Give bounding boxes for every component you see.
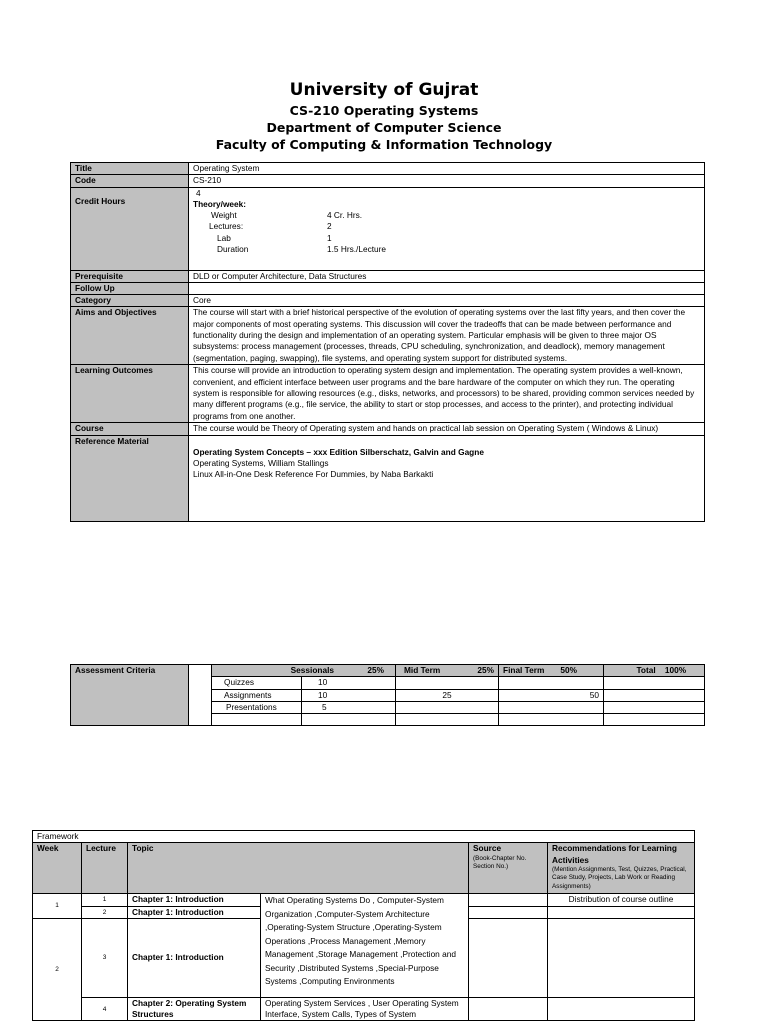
lectures-label: Lectures:: [209, 221, 244, 232]
learning-outcomes-value: This course will provide an introduction to operating system design and implementation. The operating system provides a well-known, convenient, and efficient interface between user programs and the bare hardware of the computer on which they run. The operating system is responsible for allowing resources (e.g., disks, networks, and processors) to be shared, providing common services needed by many different programs (e.g., file service, the ability to start or stop processes, and access to the printer), and protecting individual programs from one another.: [189, 365, 705, 423]
course-value: The course would be Theory of Operating system and hands on practical lab session on Operating System ( Windows & Linux): [189, 423, 705, 435]
assessment-row: Assignments 10 25 50: [71, 689, 705, 701]
assessment-table: [70, 664, 705, 726]
lab-label: Lab: [217, 232, 231, 243]
framework-row: 2 Chapter 1: Introduction: [33, 906, 695, 918]
topic-details: What Operating Systems Do , Computer-System Organization ,Computer-System Architecture ,Operating-System Structure ,Operating-System Operations ,Process Management ,Memory Management ,Storage Management ,Protection and Security ,Distributed Systems ,Special-Purpose Systems ,Computing Environments: [261, 894, 469, 998]
weight-label: Weight: [211, 210, 237, 221]
category-value: Core: [189, 295, 705, 307]
midterm-header: Mid Term 25%: [396, 665, 499, 677]
framework-title-row: [33, 831, 695, 843]
learning-outcomes-label: Learning Outcomes: [71, 365, 189, 423]
row-prerequisite: [71, 270, 705, 282]
source-header: Source (Book-Chapter No. Section No.): [469, 843, 548, 894]
recommendation-1: Distribution of course outline: [548, 894, 695, 906]
framework-title: Framework: [33, 831, 695, 843]
credit-hours-value: [189, 187, 705, 270]
department-title: Department of Computer Science: [266, 120, 502, 135]
duration-label: Duration: [217, 244, 249, 255]
topic-header: Topic: [128, 843, 469, 894]
framework-row: 4 Chapter 2: Operating System Structures Operating System Services , User Operating System Interface, System Calls, Types of System: [33, 997, 695, 1021]
assessment-header-row: [71, 665, 705, 677]
reference-3: Linux All-in-One Desk Reference For Dummies, by Naba Barkakti: [193, 469, 434, 480]
assessment-row: Quizzes 10: [71, 677, 705, 689]
faculty-title: Faculty of Computing & Information Technology: [215, 137, 553, 152]
follow-up-value: [189, 282, 705, 294]
sessionals-header: Sessionals 25%: [212, 665, 396, 677]
reference-value: [189, 435, 705, 521]
row-category: [71, 295, 705, 307]
category-label: Category: [71, 295, 189, 307]
title-label: Title: [71, 163, 189, 175]
finalterm-header: Final Term 50%: [499, 665, 604, 677]
reference-2: Operating Systems, William Stallings: [193, 458, 329, 469]
aims-value: The course will start with a brief historical perspective of the evolution of operating systems over the last fifty years, and then cover the major components of most operating systems. This discussion will cover the tradeoffs that can be made between performance and functionality during the design and implementation of an operating system. Particular emphasis will be given to three major OS subsystems: process management (processes, threads, CPU scheduling, synchronization, and deadlock), memory management (segmentation, paging, swapping), file systems, and operating system support for distributed systems.: [189, 307, 705, 365]
course-info-table: [70, 162, 705, 522]
framework-table: [32, 830, 695, 1021]
topic-details-2: Operating System Services , User Operating System Interface, System Calls, Types of System: [261, 997, 469, 1021]
row-follow-up: [71, 282, 705, 294]
row-aims: [71, 307, 705, 365]
theory-label: Theory/week:: [193, 198, 247, 209]
week-header: Week: [33, 843, 82, 894]
course-title: CS-210 Operating Systems: [289, 103, 479, 118]
lectures-value: 2: [327, 221, 332, 232]
credit-hours-label: Credit Hours: [71, 187, 189, 270]
weight-value: 4 Cr. Hrs.: [327, 210, 363, 221]
code-value: CS-210: [189, 175, 705, 187]
prerequisite-label: Prerequisite: [71, 270, 189, 282]
recommendations-header: Recommendations for Learning Activities (Mention Assignments, Test, Quizzes, Practical, Case Study, Projects, Lab Work or Reading Assignments): [548, 843, 695, 894]
total-header: Total 100%: [604, 665, 705, 677]
framework-header-row: [33, 843, 695, 894]
course-label: Course: [71, 423, 189, 435]
aims-label: Aims and Objectives: [71, 307, 189, 365]
assessment-label: Assessment Criteria: [71, 665, 189, 726]
university-title: University of Gujrat: [289, 80, 479, 100]
row-credit-hours: [71, 187, 705, 270]
reference-1: Operating System Concepts – xxx Edition Silberschatz, Galvin and Gagne: [193, 446, 484, 457]
title-value: Operating System: [189, 163, 705, 175]
follow-up-label: Follow Up: [71, 282, 189, 294]
lab-value: 1: [327, 232, 332, 243]
code-label: Code: [71, 175, 189, 187]
duration-value: 1.5 Hrs./Lecture: [327, 244, 387, 255]
framework-row: 1 1 Chapter 1: Introduction What Operating Systems Do , Computer-System Organization ,Computer-System Architecture ,Operating-System Structure ,Operating-System Operations ,Process Management ,Memory Management ,Storage Management ,Protection and Security ,Distributed Systems ,Special-Purpose Systems ,Computing Environments Distribution of course outline: [33, 894, 695, 906]
prerequisite-value: DLD or Computer Architecture, Data Structures: [189, 270, 705, 282]
lecture-header: Lecture: [82, 843, 128, 894]
row-course: [71, 423, 705, 435]
row-code: [71, 175, 705, 187]
framework-row: 2 3 Chapter 1: Introduction: [33, 918, 695, 997]
row-title: [71, 163, 705, 175]
row-learning-outcomes: [71, 365, 705, 423]
credit-number: 4: [196, 187, 201, 198]
assessment-row: Presentations 5: [71, 701, 705, 713]
reference-label: Reference Material: [71, 435, 189, 521]
row-reference: [71, 435, 705, 521]
